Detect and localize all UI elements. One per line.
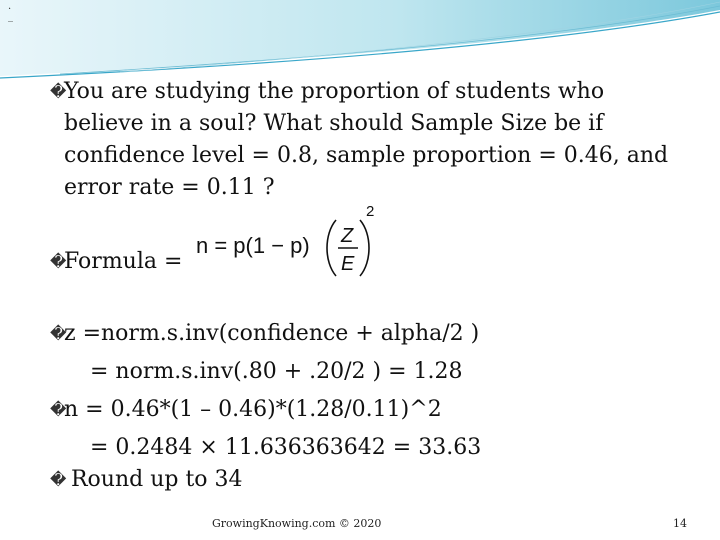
bullet-glyph: � <box>50 470 67 489</box>
footer-credit: GrowingKnowing.com © 2020 <box>212 517 382 530</box>
corner-mark: . <box>8 1 12 12</box>
formula-lhs: n = p(1 − p) <box>196 233 310 258</box>
bullet-glyph: � <box>50 400 67 419</box>
formula-label: Formula = <box>64 249 183 274</box>
round-line: Round up to 34 <box>64 467 243 492</box>
z-bullet <box>50 318 479 388</box>
formula-denominator: E <box>341 253 355 275</box>
n-line: = 0.2484 × 11.636363642 = 33.63 <box>90 435 482 460</box>
formula-numerator: Z <box>341 225 354 247</box>
round-bullet <box>50 464 243 496</box>
page-number: 14 <box>673 517 687 530</box>
question-line: confidence level = 0.8, sample proportion = 0.46, and <box>64 143 669 168</box>
corner-mark: _ <box>8 11 13 22</box>
n-bullet <box>50 394 481 464</box>
question-bullet <box>50 76 668 204</box>
question-line: believe in a soul? What should Sample Size be if <box>64 111 604 136</box>
formula-exponent: 2 <box>366 203 375 220</box>
z-line: z =norm.s.inv(confidence + alpha/2 ) <box>64 321 480 346</box>
corner-marks <box>8 2 13 22</box>
bullet-glyph: � <box>50 252 67 271</box>
bullet-glyph: � <box>50 324 67 343</box>
z-line: = norm.s.inv(.80 + .20/2 ) = 1.28 <box>90 359 463 384</box>
n-line: n = 0.46*(1 – 0.46)*(1.28/0.11)^2 <box>64 397 442 422</box>
header-decoration <box>0 0 720 80</box>
question-line: �You are studying the proportion of students who <box>50 76 668 108</box>
formula-bullet <box>50 246 182 278</box>
bullet-glyph: � <box>50 82 67 101</box>
question-line: error rate = 0.11 ? <box>64 175 275 200</box>
sample-size-formula <box>196 198 386 278</box>
